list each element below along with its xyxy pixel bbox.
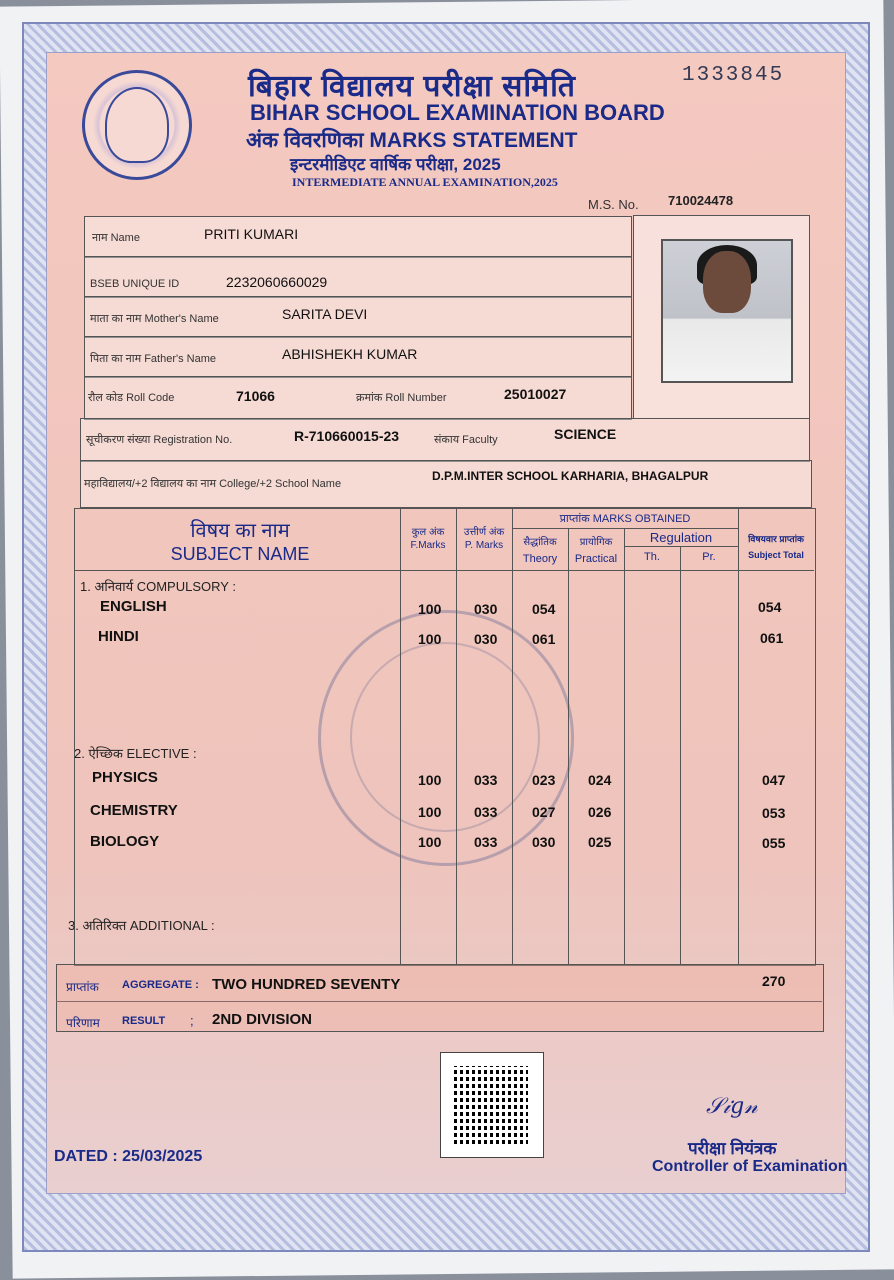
result-label: RESULT xyxy=(122,1015,166,1027)
subject-fmarks: 100 xyxy=(418,631,442,647)
college-label: महाविद्यालय/+2 विद्यालय का नाम College/+2 School Name xyxy=(84,478,342,490)
subject-total: 054 xyxy=(758,599,782,615)
subject-theory: 027 xyxy=(532,804,556,820)
result-label-hindi: परिणाम xyxy=(66,1016,100,1030)
aggregate-total: 270 xyxy=(762,973,786,989)
total-header: Subject Total xyxy=(748,550,804,560)
regulation-pr-header: Pr. xyxy=(702,551,716,563)
subject-fmarks: 100 xyxy=(418,601,442,617)
faculty: SCIENCE xyxy=(554,426,617,442)
ms-label: M.S. No. xyxy=(588,197,639,212)
subject-pmarks: 033 xyxy=(474,834,498,850)
compulsory-section: 1. अनिवार्य COMPULSORY : xyxy=(80,579,236,594)
result-value: 2ND DIVISION xyxy=(212,1011,313,1028)
aggregate-label-hindi: प्राप्तांक xyxy=(66,980,99,994)
pmarks-header: P. Marks xyxy=(464,540,504,551)
obtained-divider xyxy=(512,528,738,529)
fmarks-header-hindi: कुल अंक xyxy=(411,527,445,538)
additional-section: 3. अतिरिक्त ADDITIONAL : xyxy=(68,918,215,933)
board-name-hindi: बिहार विद्यालय परीक्षा समिति xyxy=(248,70,576,103)
subject-pmarks: 030 xyxy=(474,631,498,647)
elective-section: 2. ऐच्छिक ELECTIVE : xyxy=(74,746,197,761)
subject-practical: 025 xyxy=(588,834,612,850)
subject-pmarks: 033 xyxy=(474,772,498,788)
unique-id: 2232060660029 xyxy=(226,274,328,290)
subject-pmarks: 033 xyxy=(474,804,498,820)
roll-number-label: क्रमांक Roll Number xyxy=(356,392,447,404)
pmarks-header-hindi: उत्तीर्ण अंक xyxy=(463,527,505,538)
theory-header: Theory xyxy=(522,553,558,565)
result-colon: ; xyxy=(190,1013,194,1028)
obtained-header: प्राप्तांक MARKS OBTAINED xyxy=(559,513,691,525)
controller-title: Controller of Examination xyxy=(652,1158,848,1175)
qr-code-icon xyxy=(454,1066,528,1144)
name-label: नाम Name xyxy=(92,232,140,244)
ms-number: 710024478 xyxy=(668,193,734,208)
regulation-header: Regulation xyxy=(649,530,713,545)
col-divider-6 xyxy=(680,546,681,964)
col-divider-4 xyxy=(568,528,569,964)
aggregate-words: TWO HUNDRED SEVENTY xyxy=(212,976,401,993)
col-divider-1 xyxy=(400,508,401,964)
controller-title-hindi: परीक्षा नियंत्रक xyxy=(688,1139,777,1158)
subject-theory: 054 xyxy=(532,601,556,617)
subject-name: CHEMISTRY xyxy=(90,802,178,819)
subject-total: 053 xyxy=(762,805,786,821)
name-row xyxy=(84,216,632,258)
subject-total: 055 xyxy=(762,835,786,851)
subject-name: ENGLISH xyxy=(100,598,167,615)
exam-title: INTERMEDIATE ANNUAL EXAMINATION,2025 xyxy=(292,175,558,189)
subject-fmarks: 100 xyxy=(418,804,442,820)
col-divider-7 xyxy=(738,508,739,964)
subject-name: BIOLOGY xyxy=(90,833,160,850)
theory-header-hindi: सैद्धांतिक xyxy=(523,537,557,548)
board-name: BIHAR SCHOOL EXAMINATION BOARD xyxy=(250,100,665,125)
total-header-hindi: विषयवार प्राप्तांक xyxy=(748,534,804,544)
subject-theory: 030 xyxy=(532,834,556,850)
aggregate-box xyxy=(56,964,824,1032)
faculty-label: संकाय Faculty xyxy=(434,434,498,446)
mother-name: SARITA DEVI xyxy=(282,306,368,322)
subject-name: PHYSICS xyxy=(92,769,158,786)
subject-theory: 023 xyxy=(532,772,556,788)
controller-signature: 𝒮𝒾𝑔𝓃 xyxy=(706,1094,758,1119)
roll-code: 71066 xyxy=(236,388,275,404)
subject-header: SUBJECT NAME xyxy=(170,544,310,564)
subject-pmarks: 030 xyxy=(474,601,498,617)
statement-title: अंक विवरणिका MARKS STATEMENT xyxy=(246,129,578,152)
dated: DATED : 25/03/2025 xyxy=(54,1148,203,1165)
subject-practical: 024 xyxy=(588,772,612,788)
table-header-divider xyxy=(74,570,814,571)
practical-header: Practical xyxy=(574,553,618,565)
roll-number: 25010027 xyxy=(504,386,567,402)
father-name: ABHISHEKH KUMAR xyxy=(282,346,418,362)
regulation-divider xyxy=(624,546,738,547)
subject-practical: 026 xyxy=(588,804,612,820)
col-divider-2 xyxy=(456,508,457,964)
practical-header-hindi: प्रायोगिक xyxy=(579,537,613,548)
col-divider-5 xyxy=(624,528,625,964)
uid-row xyxy=(84,256,632,298)
col-divider-3 xyxy=(512,508,513,964)
serial-number: 1333845 xyxy=(682,64,785,87)
subject-name: HINDI xyxy=(98,628,139,645)
subject-total: 061 xyxy=(760,630,784,646)
aggregate-label: AGGREGATE : xyxy=(122,979,199,991)
regulation-th-header: Th. xyxy=(644,551,660,563)
roll-code-label: रौल कोड Roll Code xyxy=(88,392,175,404)
mother-label: माता का नाम Mother's Name xyxy=(90,313,219,325)
student-name: PRITI KUMARI xyxy=(204,226,299,242)
board-seal-icon xyxy=(82,70,192,180)
subject-fmarks: 100 xyxy=(418,772,442,788)
subject-header-hindi: विषय का नाम xyxy=(190,520,290,542)
aggregate-divider xyxy=(56,1001,822,1002)
exam-title-hindi: इन्टरमीडिएट वार्षिक परीक्षा, 2025 xyxy=(290,155,501,174)
registration-number: R-710660015-23 xyxy=(294,428,400,444)
college-name: D.P.M.INTER SCHOOL KARHARIA, BHAGALPUR xyxy=(432,469,709,483)
subject-fmarks: 100 xyxy=(418,834,442,850)
subject-theory: 061 xyxy=(532,631,556,647)
uid-label: BSEB UNIQUE ID xyxy=(90,278,180,290)
photo-face xyxy=(703,251,751,313)
father-label: पिता का नाम Father's Name xyxy=(90,353,217,365)
fmarks-header: F.Marks xyxy=(410,540,446,551)
subject-total: 047 xyxy=(762,772,786,788)
registration-label: सूचीकरण संख्या Registration No. xyxy=(86,434,233,446)
